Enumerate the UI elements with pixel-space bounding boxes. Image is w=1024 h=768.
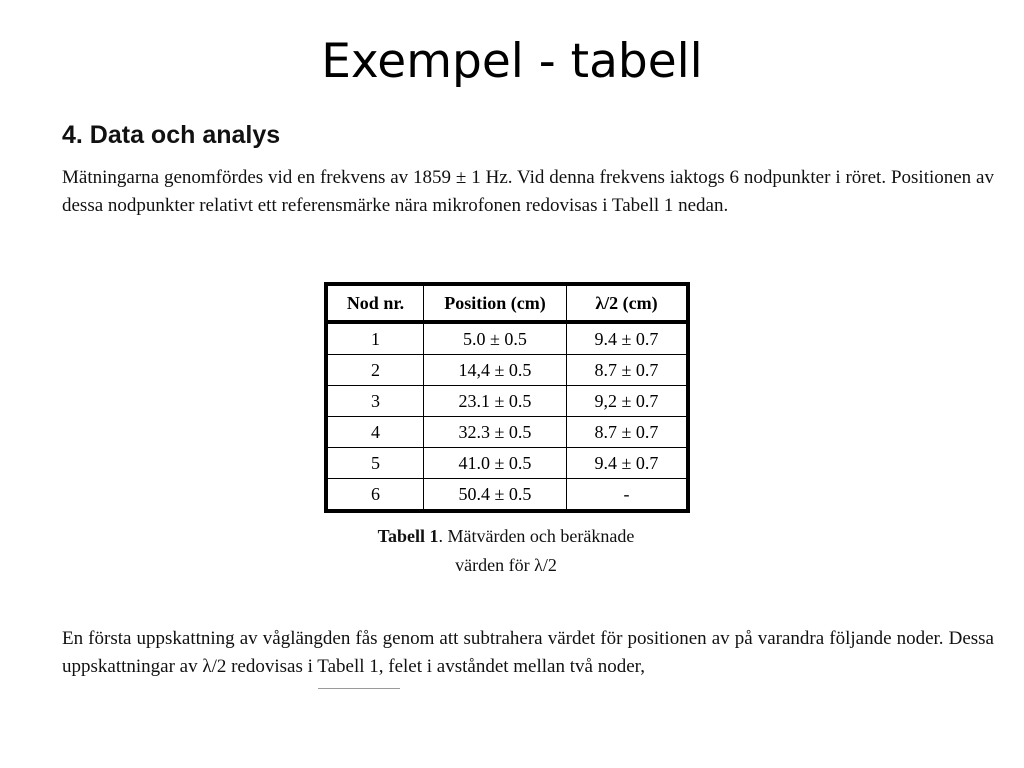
cell-position: 32.3 ± 0.5 — [424, 417, 567, 448]
cell-half-wavelength: 8.7 ± 0.7 — [567, 417, 689, 448]
table-row — [326, 417, 688, 448]
table-row — [326, 322, 688, 355]
caption-line-2: värden för λ/2 — [455, 555, 557, 575]
cell-half-wavelength: 8.7 ± 0.7 — [567, 355, 689, 386]
table-header-row — [326, 284, 688, 322]
cell-half-wavelength: 9.4 ± 0.7 — [567, 322, 689, 355]
cell-half-wavelength: - — [567, 479, 689, 512]
table-row — [326, 386, 688, 417]
table-row — [326, 355, 688, 386]
cell-position: 14,4 ± 0.5 — [424, 355, 567, 386]
cell-position: 23.1 ± 0.5 — [424, 386, 567, 417]
cell-node: 3 — [326, 386, 424, 417]
column-header-node: Nod nr. — [326, 284, 424, 322]
caption-label: Tabell 1 — [377, 526, 439, 546]
slide-title: Exempel - tabell — [321, 34, 703, 89]
data-table-container — [324, 282, 690, 513]
cell-position: 41.0 ± 0.5 — [424, 448, 567, 479]
cell-node: 5 — [326, 448, 424, 479]
document-excerpt — [62, 118, 994, 220]
data-table — [324, 282, 690, 513]
cell-node: 6 — [326, 479, 424, 512]
section-heading: 4. Data och analys — [62, 121, 281, 149]
cell-position: 50.4 ± 0.5 — [424, 479, 567, 512]
caption-text-1: . Mätvärden och beräknade — [438, 526, 635, 546]
closing-paragraph: En första uppskattning av våglängden fås genom att subtrahera värdet för positionen av på varandra följande noder. Dessa uppskattningar av λ/2 redovisas i Tabell 1, felet i avståndet mellan två noder, — [62, 628, 994, 677]
table-row — [326, 479, 688, 512]
document-continuation — [62, 625, 994, 681]
caption-line-1 — [324, 522, 688, 551]
intro-paragraph: Mätningarna genomfördes vid en frekvens av 1859 ± 1 Hz. Vid denna frekvens iaktogs 6 nodpunkter i röret. Positionen av dessa nodpunkter relativt ett referensmärke nära mikrofonen redovisas i Tabell 1 nedan. — [62, 167, 994, 216]
cell-half-wavelength: 9,2 ± 0.7 — [567, 386, 689, 417]
table-row — [326, 448, 688, 479]
table-caption — [324, 522, 688, 580]
footnote-divider — [318, 688, 400, 689]
cell-half-wavelength: 9.4 ± 0.7 — [567, 448, 689, 479]
column-header-half-wavelength: λ/2 (cm) — [567, 284, 689, 322]
cell-node: 2 — [326, 355, 424, 386]
cell-node: 1 — [326, 322, 424, 355]
cell-node: 4 — [326, 417, 424, 448]
cell-position: 5.0 ± 0.5 — [424, 322, 567, 355]
column-header-position: Position (cm) — [424, 284, 567, 322]
